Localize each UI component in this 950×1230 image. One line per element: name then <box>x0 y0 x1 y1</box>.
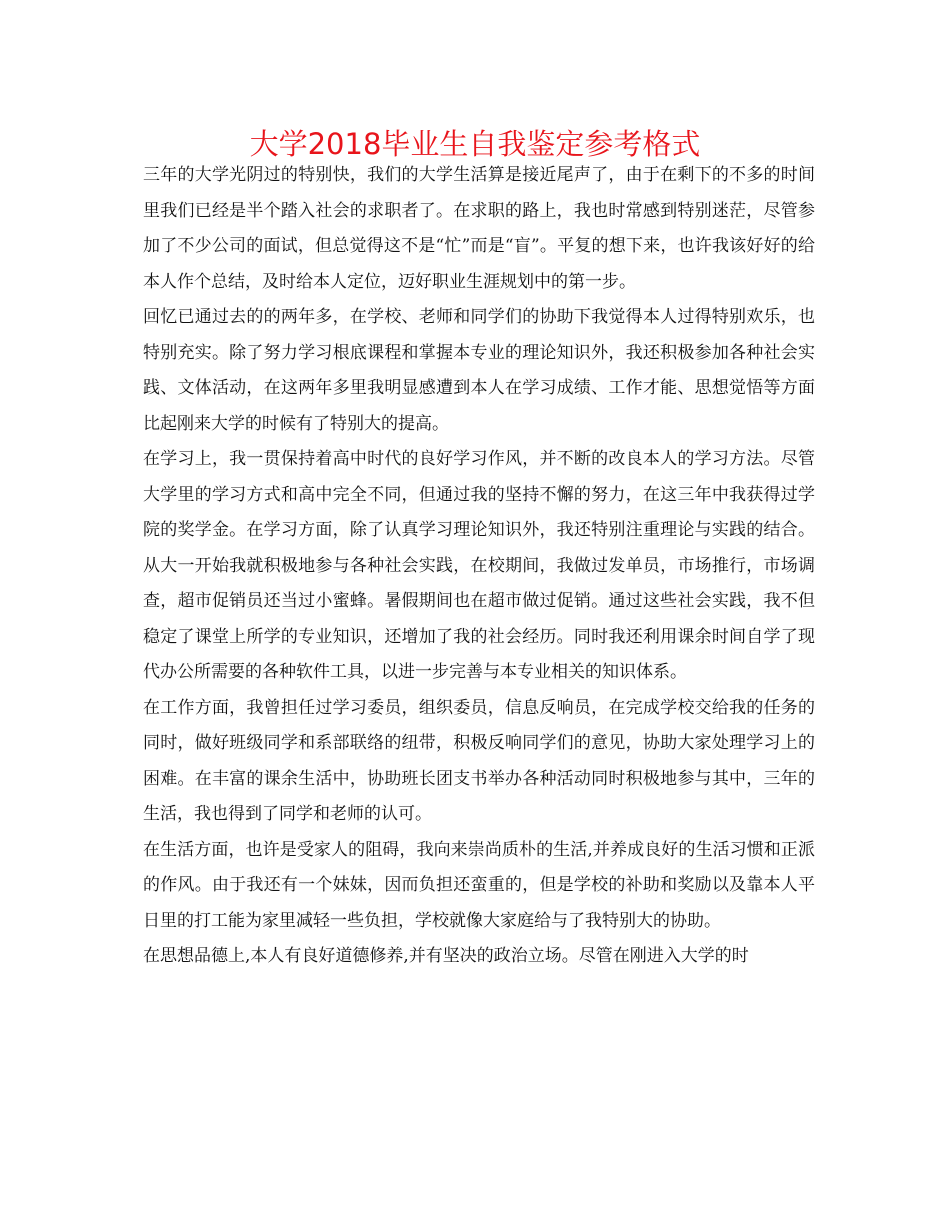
document-body <box>143 158 815 975</box>
paragraph-review: 回忆已通过去的的两年多，在学校、老师和同学们的协助下我觉得本人过得特别欢乐，也特别充实。除了努力学习根底课程和掌握本专业的理论知识外，我还积极参加各种社会实践、文体活动，在这两年多里我明显感遭到本人在学习成绩、工作才能、思想觉悟等方面比起刚来大学的时候有了特别大的提高。 <box>143 307 815 434</box>
paragraph-life: 在生活方面，也许是受家人的阻碍，我向来崇尚质朴的生活,并养成良好的生活习惯和正派的作风。由于我还有一个妹妹，因而负担还蛮重的，但是学校的补助和奖励以及靠本人平日里的打工能为家里减轻一些负担，学校就像大家庭给与了我特别大的协助。 <box>143 839 815 931</box>
document-title: 大学2018毕业生自我鉴定参考格式 <box>249 127 701 161</box>
paragraph-intro: 三年的大学光阴过的特别快，我们的大学生活算是接近尾声了，由于在剩下的不多的时间里我们已经是半个踏入社会的求职者了。在求职的路上，我也时常感到特别迷茫，尽管参加了不少公司的面试，但总觉得这不是“忙”而是“盲”。平复的想下来，也许我该好好的给本人作个总结，及时给本人定位，迈好职业生涯规划中的第一步。 <box>143 165 815 292</box>
paragraph-study: 在学习上，我一贯保持着高中时代的良好学习作风，并不断的改良本人的学习方法。尽管大学里的学习方式和高中完全不同，但通过我的坚持不懈的努力，在这三年中我获得过学院的奖学金。在学习方面，除了认真学习理论知识外，我还特别注重理论与实践的结合。从大一开始我就积极地参与各种社会实践，在校期间，我做过发单员，市场推行，市场调查，超市促销员还当过小蜜蜂。暑假期间也在超市做过促销。通过这些社会实践，我不但稳定了课堂上所学的专业知识，还增加了我的社会经历。同时我还利用课余时间自学了现代办公所需要的各种软件工具，以进一步完善与本专业相关的知识体系。 <box>143 449 815 682</box>
paragraph-work: 在工作方面，我曾担任过学习委员，组织委员，信息反响员，在完成学校交给我的任务的同时，做好班级同学和系部联络的纽带，积极反响同学们的意见，协助大家处理学习上的困难。在丰富的课余生活中，协助班长团支书举办各种活动同时积极地参与其中，三年的生活，我也得到了同学和老师的认可。 <box>143 697 815 824</box>
paragraph-ethics: 在思想品德上,本人有良好道德修养,并有坚决的政治立场。尽管在刚进入大学的时 <box>143 946 749 966</box>
